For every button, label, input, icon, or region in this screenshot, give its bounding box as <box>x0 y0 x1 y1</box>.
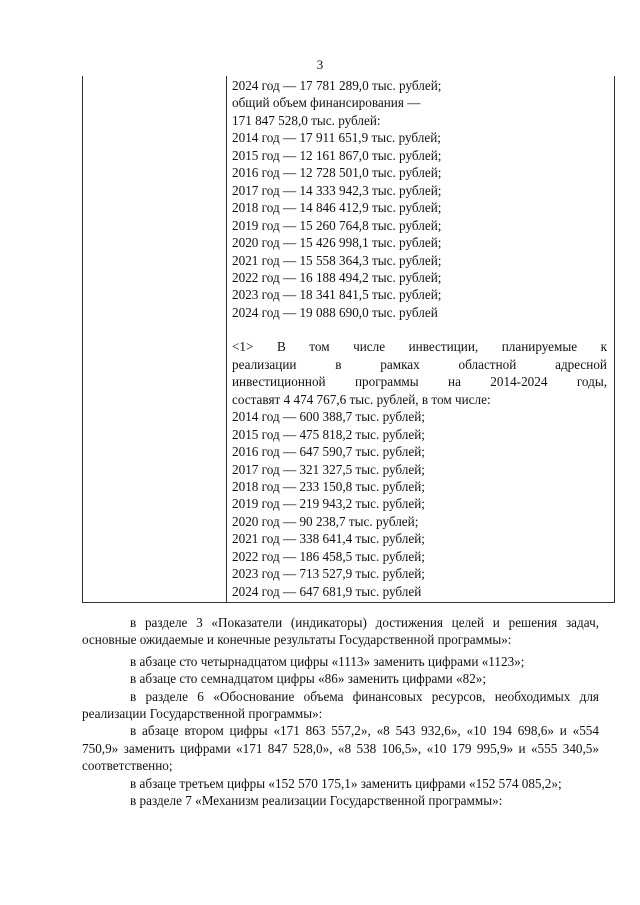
invest-line: 2024 год — 647 681,9 тыс. рублей <box>232 583 422 599</box>
table-line: 2024 год — 19 088 690,0 тыс. рублей <box>232 304 438 320</box>
table-line: 2015 год — 12 161 867,0 тыс. рублей; <box>232 147 442 163</box>
table-line: 2017 год — 14 333 942,3 тыс. рублей; <box>232 182 442 198</box>
spacer <box>232 321 607 338</box>
note-line: составят 4 474 767,6 тыс. рублей, в том числе: <box>232 391 491 407</box>
table-line: 2021 год — 15 558 364,3 тыс. рублей; <box>232 252 442 268</box>
table-line: 2016 год — 12 728 501,0 тыс. рублей; <box>232 165 442 181</box>
paragraph-abzac-114: в абзаце сто четырнадцатом цифры «1113» заменить цифрами «1123»; <box>130 653 525 669</box>
table-line: 2018 год — 14 846 412,9 тыс. рублей; <box>232 200 442 216</box>
table-right-cell <box>232 77 607 600</box>
paragraph-abzac-2: в абзаце втором цифры «171 863 557,2», «8 543 932,6», «10 194 698,6» и «554 750,9» заменить цифрами «171 847 528,0», «8 538 106,5», «10 179 995,9» и «555 340,5» соответственно; <box>82 723 599 774</box>
note-line: <1> В том числе инвестиции, планируемые к <box>232 339 607 355</box>
invest-line: 2021 год — 338 641,4 тыс. рублей; <box>232 531 425 547</box>
page-number: 3 <box>316 57 324 72</box>
table-line: общий объем финансирования — <box>232 95 421 111</box>
paragraph-section-3: в разделе 3 «Показатели (индикаторы) достижения целей и решения задач, основные ожидаемые и конечные результаты Государственной программы»: <box>82 615 599 648</box>
invest-line: 2019 год — 219 943,2 тыс. рублей; <box>232 496 425 512</box>
table-line: 2019 год — 15 260 764,8 тыс. рублей; <box>232 217 442 233</box>
table-line: 2022 год — 16 188 494,2 тыс. рублей; <box>232 269 442 285</box>
invest-line: 2015 год — 475 818,2 тыс. рублей; <box>232 426 425 442</box>
paragraph-section-7: в разделе 7 «Механизм реализации Государственной программы»: <box>130 793 503 809</box>
paragraph-abzac-117: в абзаце сто семнадцатом цифры «86» заменить цифрами «82»; <box>130 671 487 687</box>
invest-line: 2020 год — 90 238,7 тыс. рублей; <box>232 513 419 529</box>
table-line: 2023 год — 18 341 841,5 тыс. рублей; <box>232 287 442 303</box>
invest-line: 2022 год — 186 458,5 тыс. рублей; <box>232 548 425 564</box>
invest-line: 2018 год — 233 150,8 тыс. рублей; <box>232 478 425 494</box>
table-line: 2020 год — 15 426 998,1 тыс. рублей; <box>232 235 442 251</box>
table-line: 2014 год — 17 911 651,9 тыс. рублей; <box>232 130 441 146</box>
document-body <box>82 614 599 809</box>
paragraph-abzac-3: в абзаце третьем цифры «152 570 175,1» заменить цифрами «152 574 085,2»; <box>130 775 562 791</box>
table-line: 171 847 528,0 тыс. рублей: <box>232 112 381 128</box>
invest-line: 2016 год — 647 590,7 тыс. рублей; <box>232 444 425 460</box>
paragraph-section-6: в разделе 6 «Обоснование объема финансовых ресурсов, необходимых для реализации Государственной программы»: <box>82 688 599 722</box>
note-line: реализации в рамках областной адресной <box>232 356 607 372</box>
invest-line: 2014 год — 600 388,7 тыс. рублей; <box>232 409 425 425</box>
table-line: 2024 год — 17 781 289,0 тыс. рублей; <box>232 78 442 93</box>
financing-table <box>82 76 615 603</box>
table-column-divider <box>226 76 227 602</box>
note-line: инвестиционной программы на 2014-2024 годы, <box>232 374 607 390</box>
invest-line: 2017 год — 321 327,5 тыс. рублей; <box>232 461 425 477</box>
invest-line: 2023 год — 713 527,9 тыс. рублей; <box>232 566 425 582</box>
